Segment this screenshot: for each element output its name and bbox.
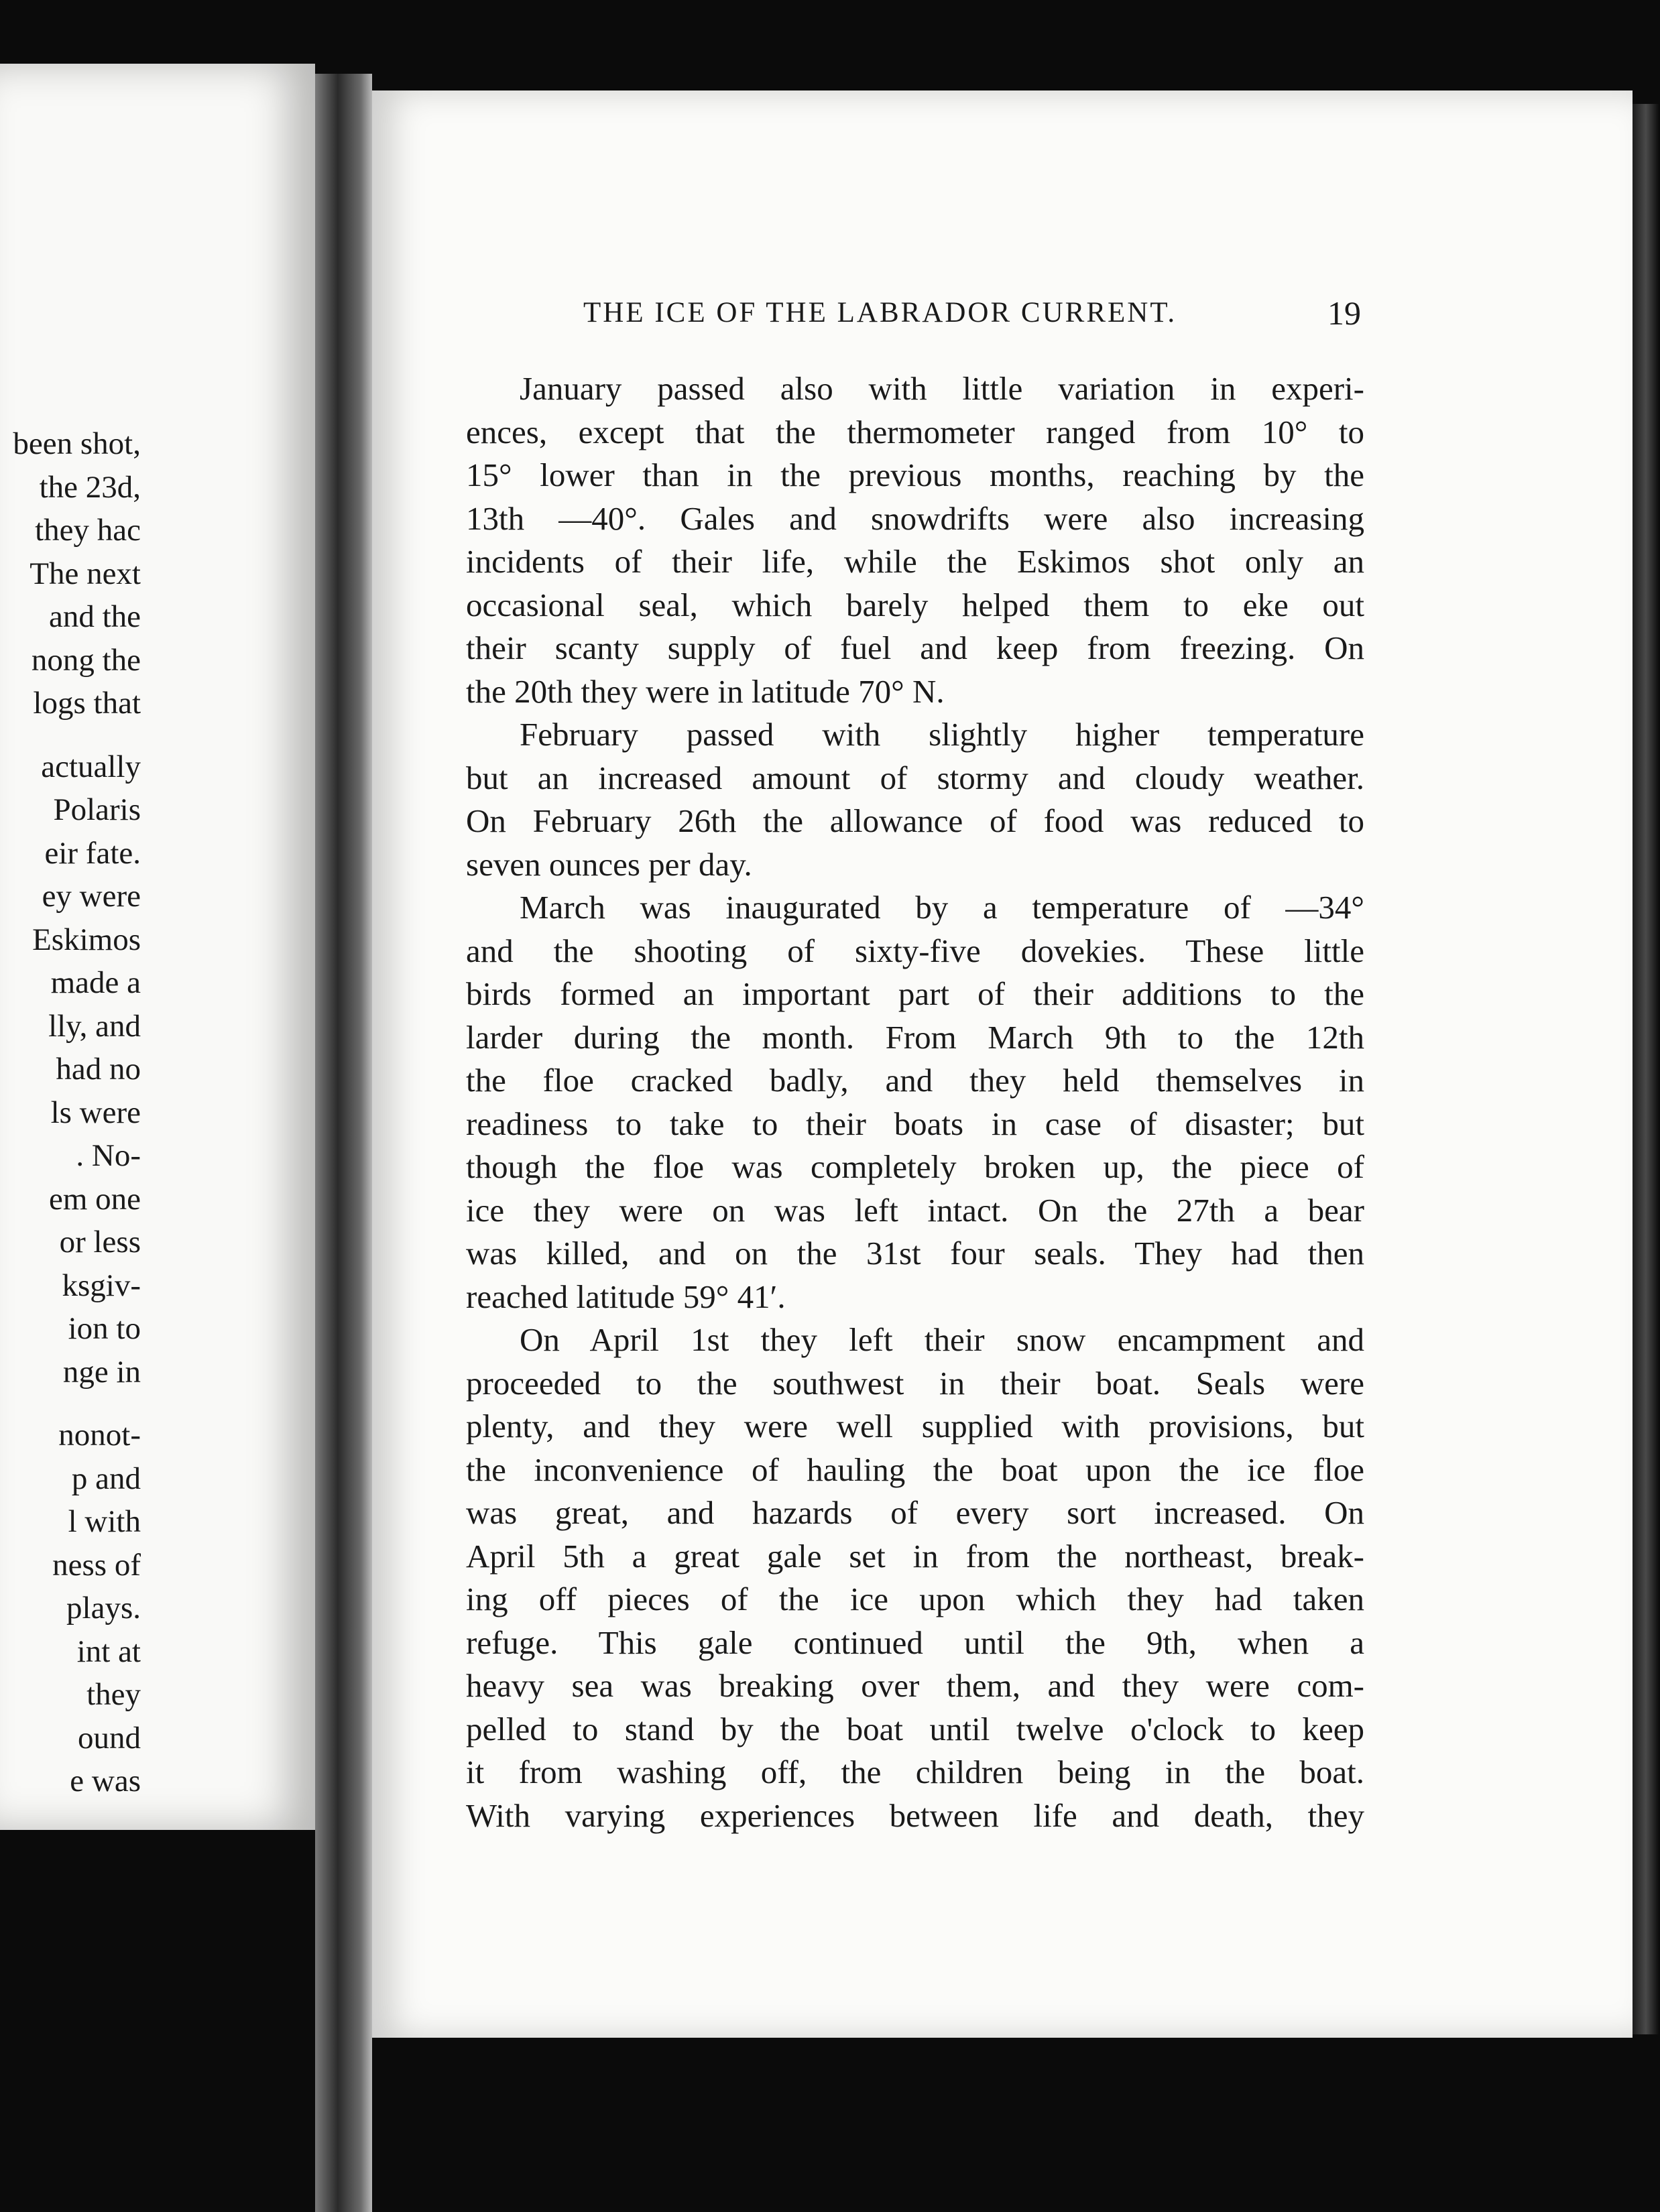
facing-page-line: the 23d, <box>39 469 141 505</box>
text-line: though the floe was completely broken up, the piece of <box>466 1148 1364 1185</box>
text-line: their scanty supply of fuel and keep from freezing. On <box>466 629 1364 666</box>
facing-page <box>0 64 315 1830</box>
facing-page-line: nge in <box>62 1354 141 1390</box>
facing-page-line: l with <box>68 1504 141 1539</box>
text-line: heavy sea was breaking over them, and they were com- <box>466 1667 1364 1704</box>
facing-page-line: ness of <box>52 1547 141 1583</box>
text-line: incidents of their life, while the Eskimos shot only an <box>466 543 1364 580</box>
text-line: On February 26th the allowance of food was reduced to <box>466 802 1364 839</box>
text-line: On April 1st they left their snow encampment and <box>520 1321 1364 1358</box>
text-line: larder during the month. From March 9th to the 12th <box>466 1018 1364 1056</box>
text-line: ing off pieces of the ice upon which they had taken <box>466 1581 1364 1617</box>
text-line: occasional seal, which barely helped them to eke out <box>466 586 1364 623</box>
text-line: March was inaugurated by a temperature of —34° <box>520 889 1364 926</box>
facing-page-line: lly, and <box>48 1008 141 1044</box>
text-line: seven ounces per day. <box>466 845 752 883</box>
text-line: proceeded to the southwest in their boat. Seals were <box>466 1364 1364 1402</box>
book-gutter <box>315 74 372 2212</box>
text-line: the 20th they were in latitude 70° N. <box>466 672 945 710</box>
text-line: With varying experiences between life and death, they <box>466 1796 1364 1834</box>
facing-page-line: they <box>86 1677 141 1712</box>
text-line: but an increased amount of stormy and cloudy weather. <box>466 759 1364 796</box>
facing-page-line: and the <box>48 599 141 634</box>
page-number: 19 <box>1327 294 1361 332</box>
facing-page-line: . No- <box>76 1138 141 1173</box>
facing-page-line: ey were <box>42 879 141 914</box>
facing-page-line: or less <box>59 1225 141 1259</box>
body-text <box>466 367 1364 1837</box>
facing-page-line: had no <box>56 1052 141 1087</box>
facing-page-line: e was <box>70 1764 141 1798</box>
text-line: refuge. This gale continued until the 9th, when a <box>466 1623 1364 1661</box>
text-line: readiness to take to their boats in case of disaster; but <box>466 1105 1364 1142</box>
facing-page-line: ion to <box>68 1311 141 1346</box>
text-line: 15° lower than in the previous months, reaching by the <box>466 456 1364 493</box>
text-line: was great, and hazards of every sort increased. On <box>466 1494 1364 1531</box>
facing-page-line: nonot- <box>58 1418 141 1453</box>
facing-page-line: nong the <box>31 642 141 678</box>
facing-page-line: actually <box>41 749 141 784</box>
page-edge <box>1633 104 1659 2034</box>
facing-page-line: ls were <box>50 1095 141 1130</box>
facing-page-line: eir fate. <box>44 835 141 871</box>
text-line: was killed, and on the 31st four seals. They had then <box>466 1235 1364 1272</box>
text-line: pelled to stand by the boat until twelve o'clock to keep <box>466 1710 1364 1747</box>
text-line: the floe cracked badly, and they held themselves in <box>466 1062 1364 1099</box>
facing-page-line: em one <box>48 1181 141 1217</box>
text-line: February passed with slightly higher temperature <box>520 716 1364 753</box>
text-line: reached latitude 59° 41′. <box>466 1278 786 1315</box>
facing-page-line: been shot, <box>13 426 141 461</box>
facing-page-line: logs that <box>33 686 141 721</box>
text-line: birds formed an important part of their additions to the <box>466 975 1364 1012</box>
facing-page-line: plays. <box>66 1591 141 1625</box>
running-head: THE ICE OF THE LABRADOR CURRENT. <box>583 297 1177 328</box>
text-line: April 5th a great gale set in from the northeast, break- <box>466 1537 1364 1575</box>
text-line: plenty, and they were well supplied with provisions, but <box>466 1408 1364 1445</box>
text-line: 13th —40°. Gales and snowdrifts were also increasing <box>466 499 1364 537</box>
facing-page-line: ksgiv- <box>62 1268 141 1303</box>
facing-page-line: int at <box>76 1634 141 1669</box>
text-line: the inconvenience of hauling the boat upon the ice floe <box>466 1451 1364 1488</box>
facing-page-line: The next <box>29 556 141 591</box>
text-line: ice they were on was left intact. On the 27th a bear <box>466 1191 1364 1229</box>
text-line: January passed also with little variation in experi- <box>520 370 1364 407</box>
text-line: and the shooting of sixty-five dovekies. These little <box>466 932 1364 969</box>
facing-page-line: Eskimos <box>32 922 141 957</box>
text-line: it from washing off, the children being in the boat. <box>466 1754 1364 1790</box>
facing-page-line: they hac <box>35 513 141 548</box>
facing-page-line: ound <box>78 1720 141 1756</box>
facing-page-line: made a <box>50 965 141 1000</box>
facing-page-line: Polaris <box>53 792 141 827</box>
text-line: ences, except that the thermometer ranged from 10° to <box>466 413 1364 450</box>
facing-page-line: p and <box>71 1461 141 1496</box>
